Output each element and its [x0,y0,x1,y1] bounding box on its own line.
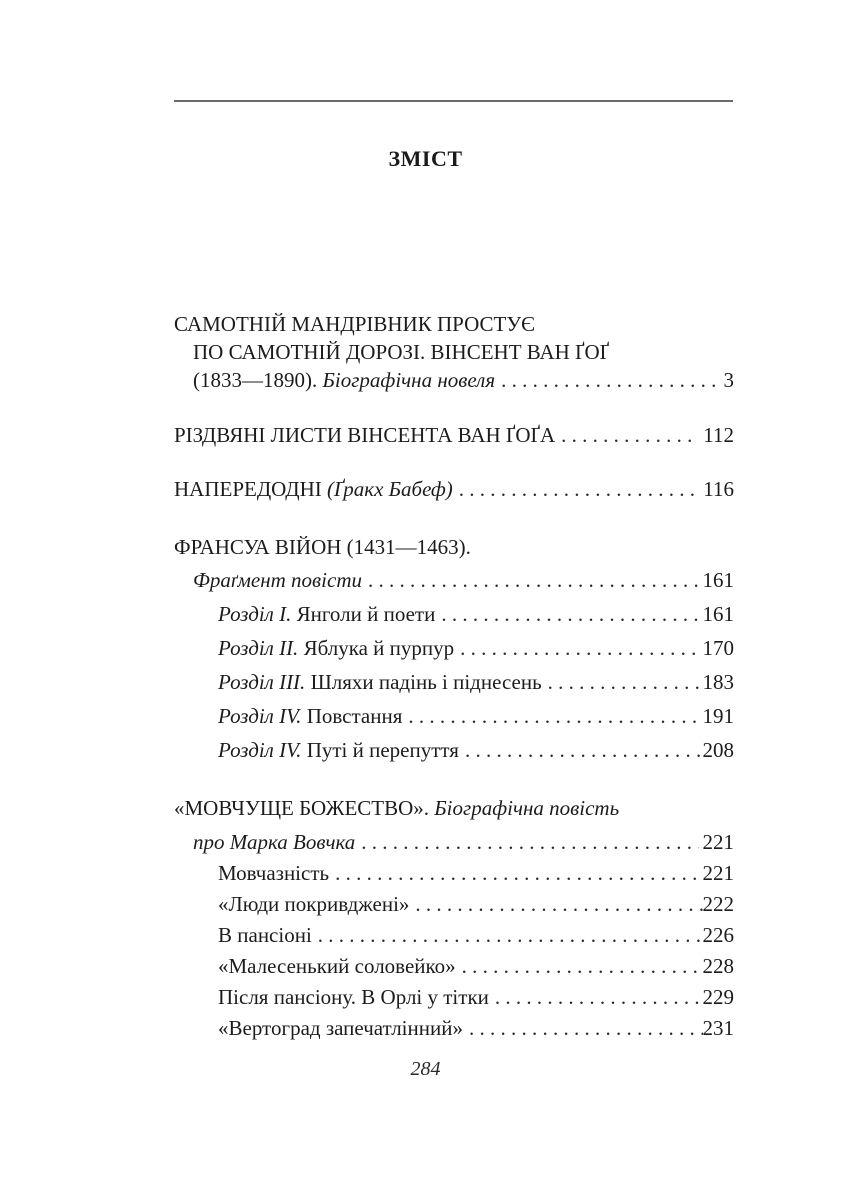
toc-entry-naperedodni[interactable] [174,475,734,503]
toc-chapter-title: Повстання [301,704,403,728]
dot-leader [460,634,702,662]
toc-chapter-title: Путі й перепуття [301,738,459,762]
toc-chapter-label: Розділ I. [218,602,292,626]
toc-entry-movchushche-heading[interactable] [174,794,734,822]
toc-chapter-title: Мовчазність [218,861,330,885]
dot-leader [465,736,703,764]
dot-leader [561,421,699,449]
toc-entry-text: ФРАНСУА ВІЙОН (1431—1463). [174,535,471,559]
toc-chapter-text [218,702,402,730]
toc-chapter[interactable] [218,859,734,887]
toc-chapter-label: Розділ IV. [218,704,302,728]
toc-page-number: 221 [702,861,734,885]
toc-chapter-title: «Малесенький соловейко» [218,954,456,978]
toc-entry-viyon-sub[interactable] [193,566,734,594]
toc-page-number: 229 [702,985,734,1009]
toc-chapter-title: Після пансіону. В Орлі у тітки [218,985,489,1009]
toc-chapter[interactable] [218,702,734,730]
toc-entry-title: «МОВЧУЩЕ БОЖЕСТВО». [174,796,435,820]
toc-page-number: 112 [703,423,734,447]
toc-chapter-title: Яблука й пурпур [298,636,455,660]
toc-entry-dates: (1833—1890). [193,368,323,392]
toc-entry-viyon-heading[interactable] [174,533,734,561]
toc-chapter[interactable] [218,952,734,980]
toc-page-number: 183 [702,670,734,694]
toc-chapter-title: Янголи й поети [291,602,436,626]
page-number: 284 [410,1058,441,1080]
toc-entry-text: про Марка Вовчка [193,830,356,854]
toc-page-number: 170 [702,636,734,660]
toc-entry-text: ПО САМОТНІЙ ДОРОЗІ. ВІНСЕНТ ВАН ҐОҐ [193,340,610,364]
toc-chapter[interactable] [218,921,734,949]
dot-leader [408,702,702,730]
dot-leader [335,859,702,887]
toc-entry-samotniy-line-3[interactable] [193,366,734,394]
page-title: ЗМІСТ [388,146,463,171]
toc-page-number: 221 [702,830,734,854]
toc-page-number: 208 [702,738,734,762]
toc-entry-rizdvyani[interactable] [174,421,734,449]
toc-chapter-title: В пансіоні [218,923,312,947]
toc-chapter-title: Шляхи падінь і піднесень [305,670,542,694]
toc-entry-samotniy-line-1[interactable] [174,310,734,338]
toc-entry-subtitle: (Ґракх Бабеф) [327,477,453,501]
toc-chapter-title: «Люди покривджені» [218,892,410,916]
toc-entry-text [174,794,619,822]
toc-page-number: 231 [702,1016,734,1040]
dot-leader [318,921,703,949]
toc-entry-title: НАПЕРЕДОДНІ [174,477,328,501]
toc-chapter-text [218,600,435,628]
toc-page-number: 191 [702,704,734,728]
toc-chapter[interactable] [218,668,734,696]
dot-leader [495,983,703,1011]
toc-chapter-label: Розділ IV. [218,738,302,762]
dot-leader [548,668,703,696]
toc-page-number: 222 [702,892,734,916]
toc-chapter[interactable] [218,634,734,662]
toc-entry-genre: Біографічна повість [434,796,620,820]
toc-page-number: 116 [703,477,734,501]
dot-leader [368,566,699,594]
toc-chapter[interactable] [218,600,734,628]
toc-chapter-label: Розділ III. [218,670,306,694]
toc-chapter-text [218,668,542,696]
toc-page-number: 228 [702,954,734,978]
toc-entry-samotniy-line-2[interactable] [193,338,734,366]
toc-chapter-label: Розділ II. [218,636,299,660]
toc-chapter[interactable] [218,1014,734,1042]
toc-chapter-text [218,736,459,764]
dot-leader [501,366,719,394]
toc-chapter-title: «Вертоград запечатлінний» [218,1016,463,1040]
toc-entry-movchushche-sub[interactable] [193,828,734,856]
toc-chapter[interactable] [218,736,734,764]
toc-entry-genre: Біографічна новеля [322,368,496,392]
toc-entry-text [193,366,495,394]
dot-leader [462,952,703,980]
toc-page-number: 161 [702,568,734,592]
toc-entry-text [174,475,453,503]
toc-page-number: 161 [702,602,734,626]
toc-entry-text: РІЗДВЯНІ ЛИСТИ ВІНСЕНТА ВАН ҐОҐА [174,423,556,447]
toc-chapter[interactable] [218,983,734,1011]
dot-leader [361,828,698,856]
toc-entry-text: САМОТНІЙ МАНДРІВНИК ПРОСТУЄ [174,312,536,336]
dot-leader [469,1014,703,1042]
toc-page-number: 226 [702,923,734,947]
toc-chapter[interactable] [218,890,734,918]
toc-chapter-text [218,634,454,662]
header-rule [174,100,733,102]
toc-page-number: 3 [723,368,734,392]
dot-leader [441,600,702,628]
dot-leader [459,475,699,503]
toc-entry-text: Фраґмент повісти [193,568,362,592]
dot-leader [415,890,702,918]
